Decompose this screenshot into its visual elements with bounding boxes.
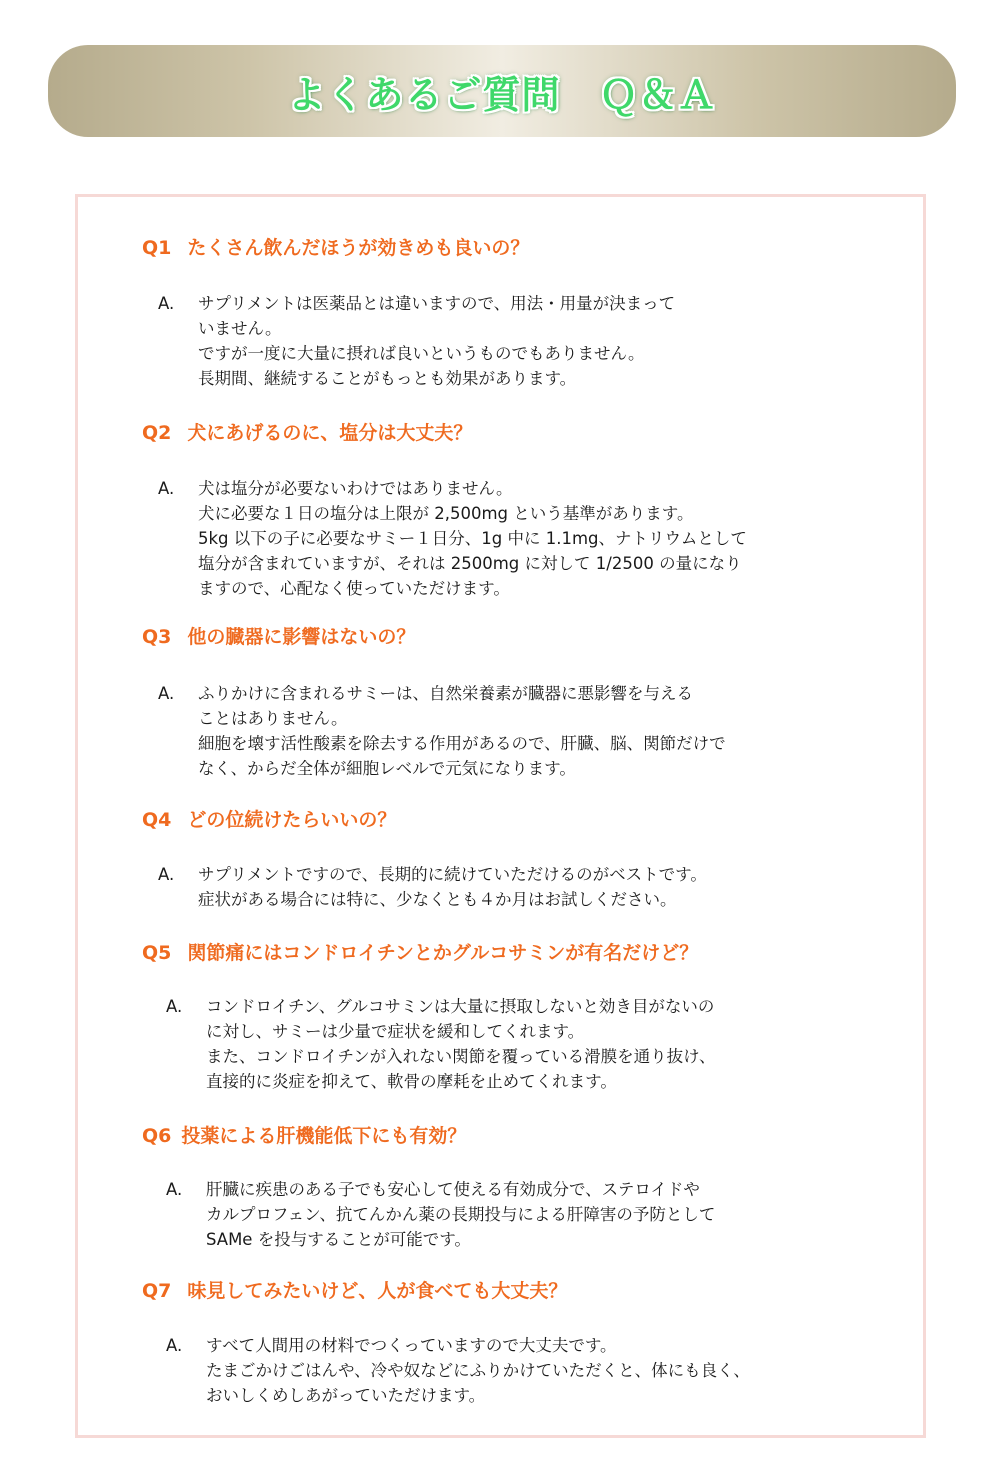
answer-line: いません。 [198, 319, 282, 338]
answer-line: SAMe を投与することが可能です。 [206, 1230, 471, 1249]
answer-line: 5kg 以下の子に必要なサミー１日分、1g 中に 1.1mg、ナトリウムとして [198, 529, 747, 548]
faq-question-5 [142, 941, 698, 965]
question-number: Q1 [142, 237, 172, 259]
answer-line: おいしくめしあがっていただけます。 [206, 1386, 486, 1405]
answer-line: コンドロイチン、グルコサミンは大量に摂取しないと効き目がないの [206, 997, 715, 1016]
faq-question-6 [142, 1124, 466, 1148]
question-number: Q2 [142, 422, 172, 444]
answer-line: カルプロフェン、抗てんかん薬の長期投与による肝障害の予防として [206, 1205, 716, 1224]
answer-label: A. [158, 865, 175, 884]
question-text: たくさん飲んだほうが効きめも良いの？ [187, 237, 530, 259]
faq-question-3 [142, 625, 415, 649]
answer-line: 犬に必要な１日の塩分は上限が 2,500mg という基準があります。 [198, 504, 694, 523]
faq-question-1 [142, 236, 529, 260]
question-text: どの位続けたらいいの？ [187, 809, 397, 831]
answer-line: ふりかけに含まれるサミーは、自然栄養素が臓器に悪影響を与える [198, 684, 693, 703]
answer-label: A. [166, 1336, 183, 1355]
faq-question-4 [142, 808, 396, 832]
answer-line: 直接的に炎症を抑えて、軟骨の摩耗を止めてくれます。 [206, 1072, 617, 1091]
question-number: Q4 [142, 809, 172, 831]
question-number: Q3 [142, 626, 172, 648]
question-number: Q5 [142, 942, 172, 964]
question-number: Q6 [142, 1125, 172, 1147]
question-text: 投薬による肝機能低下にも有効？ [181, 1125, 467, 1147]
answer-line: 塩分が含まれていますが、それは 2500mg に対して 1/2500 の量になり [198, 554, 742, 573]
answer-line: 犬は塩分が必要ないわけではありません。 [198, 479, 513, 498]
answer-label: A. [158, 479, 175, 498]
answer-line: 長期間、継続することがもっとも効果があります。 [198, 369, 577, 388]
question-text: 他の臓器に影響はないの？ [187, 626, 416, 648]
answer-line: また、コンドロイチンが入れない関節を覆っている滑膜を通り抜け、 [206, 1047, 716, 1066]
answer-line: ますので、心配なく使っていただけます。 [198, 579, 510, 598]
answer-line: たまごかけごはんや、冷や奴などにふりかけていただくと、体にも良く、 [206, 1361, 750, 1380]
faq-question-7 [142, 1279, 567, 1303]
answer-line: ことはありません。 [198, 709, 348, 728]
answer-line: 肝臓に疾患のある子でも安心して使える有効成分で、ステロイドや [206, 1180, 700, 1199]
question-text: 犬にあげるのに、塩分は大丈夫？ [187, 422, 473, 444]
answer-line: に対し、サミーは少量で症状を緩和してくれます。 [206, 1022, 585, 1041]
page-title: よくあるご質問 Ｑ＆Ａ [287, 72, 717, 117]
answer-line: 症状がある場合には特に、少なくとも４か月はお試しください。 [198, 890, 677, 909]
answer-label: A. [166, 1180, 183, 1199]
question-text: 味見してみたいけど、人が食べても大丈夫？ [187, 1280, 568, 1302]
question-number: Q7 [142, 1280, 172, 1302]
answer-line: サプリメントは医薬品とは違いますので、用法・用量が決まって [198, 294, 676, 313]
faq-question-2 [142, 421, 472, 445]
answer-label: A. [166, 997, 183, 1016]
question-text: 関節痛にはコンドロイチンとかグルコサミンが有名だけど？ [187, 942, 699, 964]
answer-line: なく、からだ全体が細胞レベルで元気になります。 [198, 759, 576, 778]
answer-label: A. [158, 294, 175, 313]
answer-line: ですが一度に大量に摂れば良いというものでもありません。 [198, 344, 645, 363]
header-banner [48, 45, 956, 137]
answer-line: サプリメントですので、長期的に続けていただけるのがベストです。 [198, 865, 707, 884]
answer-line: 細胞を壊す活性酸素を除去する作用があるので、肝臓、脳、関節だけで [198, 734, 726, 753]
faq-panel [75, 194, 926, 1438]
answer-line: すべて人間用の材料でつくっていますので大丈夫です。 [206, 1336, 617, 1355]
answer-label: A. [158, 684, 175, 703]
